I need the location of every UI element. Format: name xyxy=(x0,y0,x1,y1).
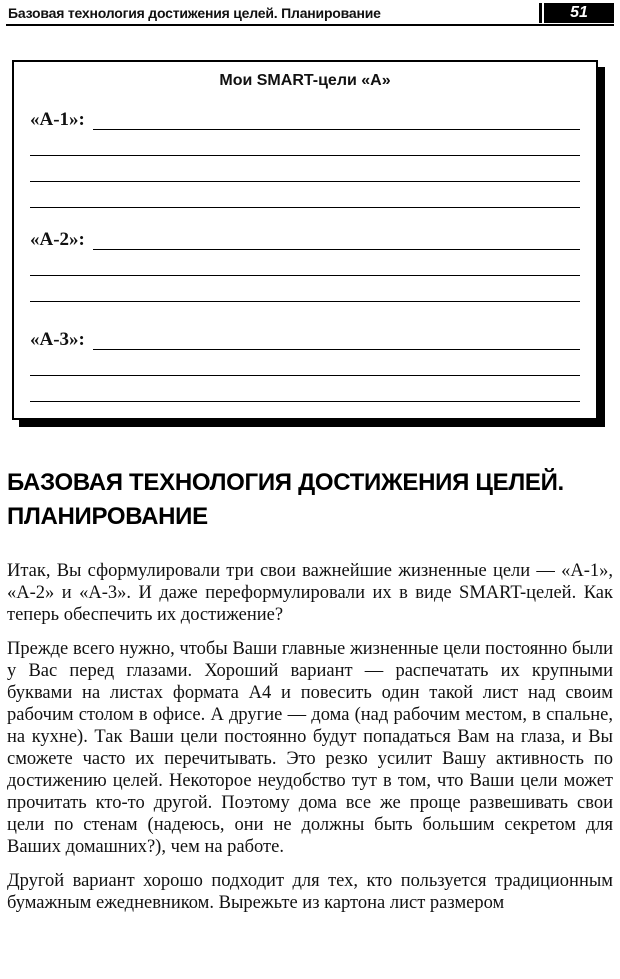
chapter-heading xyxy=(7,466,613,534)
ruled-line xyxy=(93,330,580,350)
body-paragraph: Итак, Вы сформулировали три свои важнейшие жизненные цели — «А-1», «А-2» и «А-3». И даже переформулировали их в виде SMART-целей. Как теперь обеспечить их достижение? xyxy=(7,561,613,625)
ruled-line xyxy=(30,130,580,156)
goal-label-row xyxy=(30,226,580,250)
ruled-line xyxy=(93,110,580,130)
goal-label-a3: «А-3»: xyxy=(30,329,85,350)
body-paragraph: Другой вариант хорошо подходит для тех, кто пользуется традиционным бумажным ежедневником. Вырежьте из картона лист размером xyxy=(7,871,613,913)
worksheet-title: Мои SMART-цели «А» xyxy=(219,72,391,89)
smart-goals-worksheet xyxy=(12,60,598,420)
goal-label-row xyxy=(30,106,580,130)
chapter-heading-line1: БАЗОВАЯ ТЕХНОЛОГИЯ ДОСТИЖЕНИЯ ЦЕЛЕЙ. xyxy=(7,469,564,496)
goal-label-row xyxy=(30,326,580,350)
page-number-badge: 51 xyxy=(542,3,614,23)
page-header xyxy=(0,0,620,22)
goal-label-a1: «А-1»: xyxy=(30,109,85,130)
running-head: Базовая технология достижения целей. Планирование xyxy=(8,4,381,21)
ruled-line xyxy=(30,182,580,208)
article-body xyxy=(0,466,620,914)
body-paragraph: Прежде всего нужно, чтобы Ваши главные жизненные цели постоянно были у Вас перед глазами. Хороший вариант — распечатать их крупными буквами на листах формата А4 и повесить один такой лист над своим рабочим столом в офисе. А другие — дома (над рабочим местом, в спальне, на кухне). Так Ваши цели постоянно будут попадаться Вам на глаза, и Вы сможете часто их перечитывать. Это резко усилит Вашу активность по достижению целей. Некоторое неудобство тут в том, что Ваши цели может прочитать кто-то другой. Поэтому дома все же проще развешивать свои цели по стенам (надеюсь, они не должны быть большим секретом для Ваших домашних?), чем на работе. xyxy=(7,639,613,857)
ruled-line xyxy=(93,230,580,250)
ruled-line xyxy=(30,376,580,402)
ruled-line xyxy=(30,156,580,182)
header-divider xyxy=(6,24,614,26)
goal-section-a1 xyxy=(30,106,580,208)
chapter-heading-line2: ПЛАНИРОВАНИЕ xyxy=(7,503,208,530)
ruled-line xyxy=(30,250,580,276)
goal-section-a3 xyxy=(30,326,580,402)
ruled-line xyxy=(30,276,580,302)
goal-label-a2: «А-2»: xyxy=(30,229,85,250)
ruled-line xyxy=(30,350,580,376)
goal-section-a2 xyxy=(30,226,580,302)
